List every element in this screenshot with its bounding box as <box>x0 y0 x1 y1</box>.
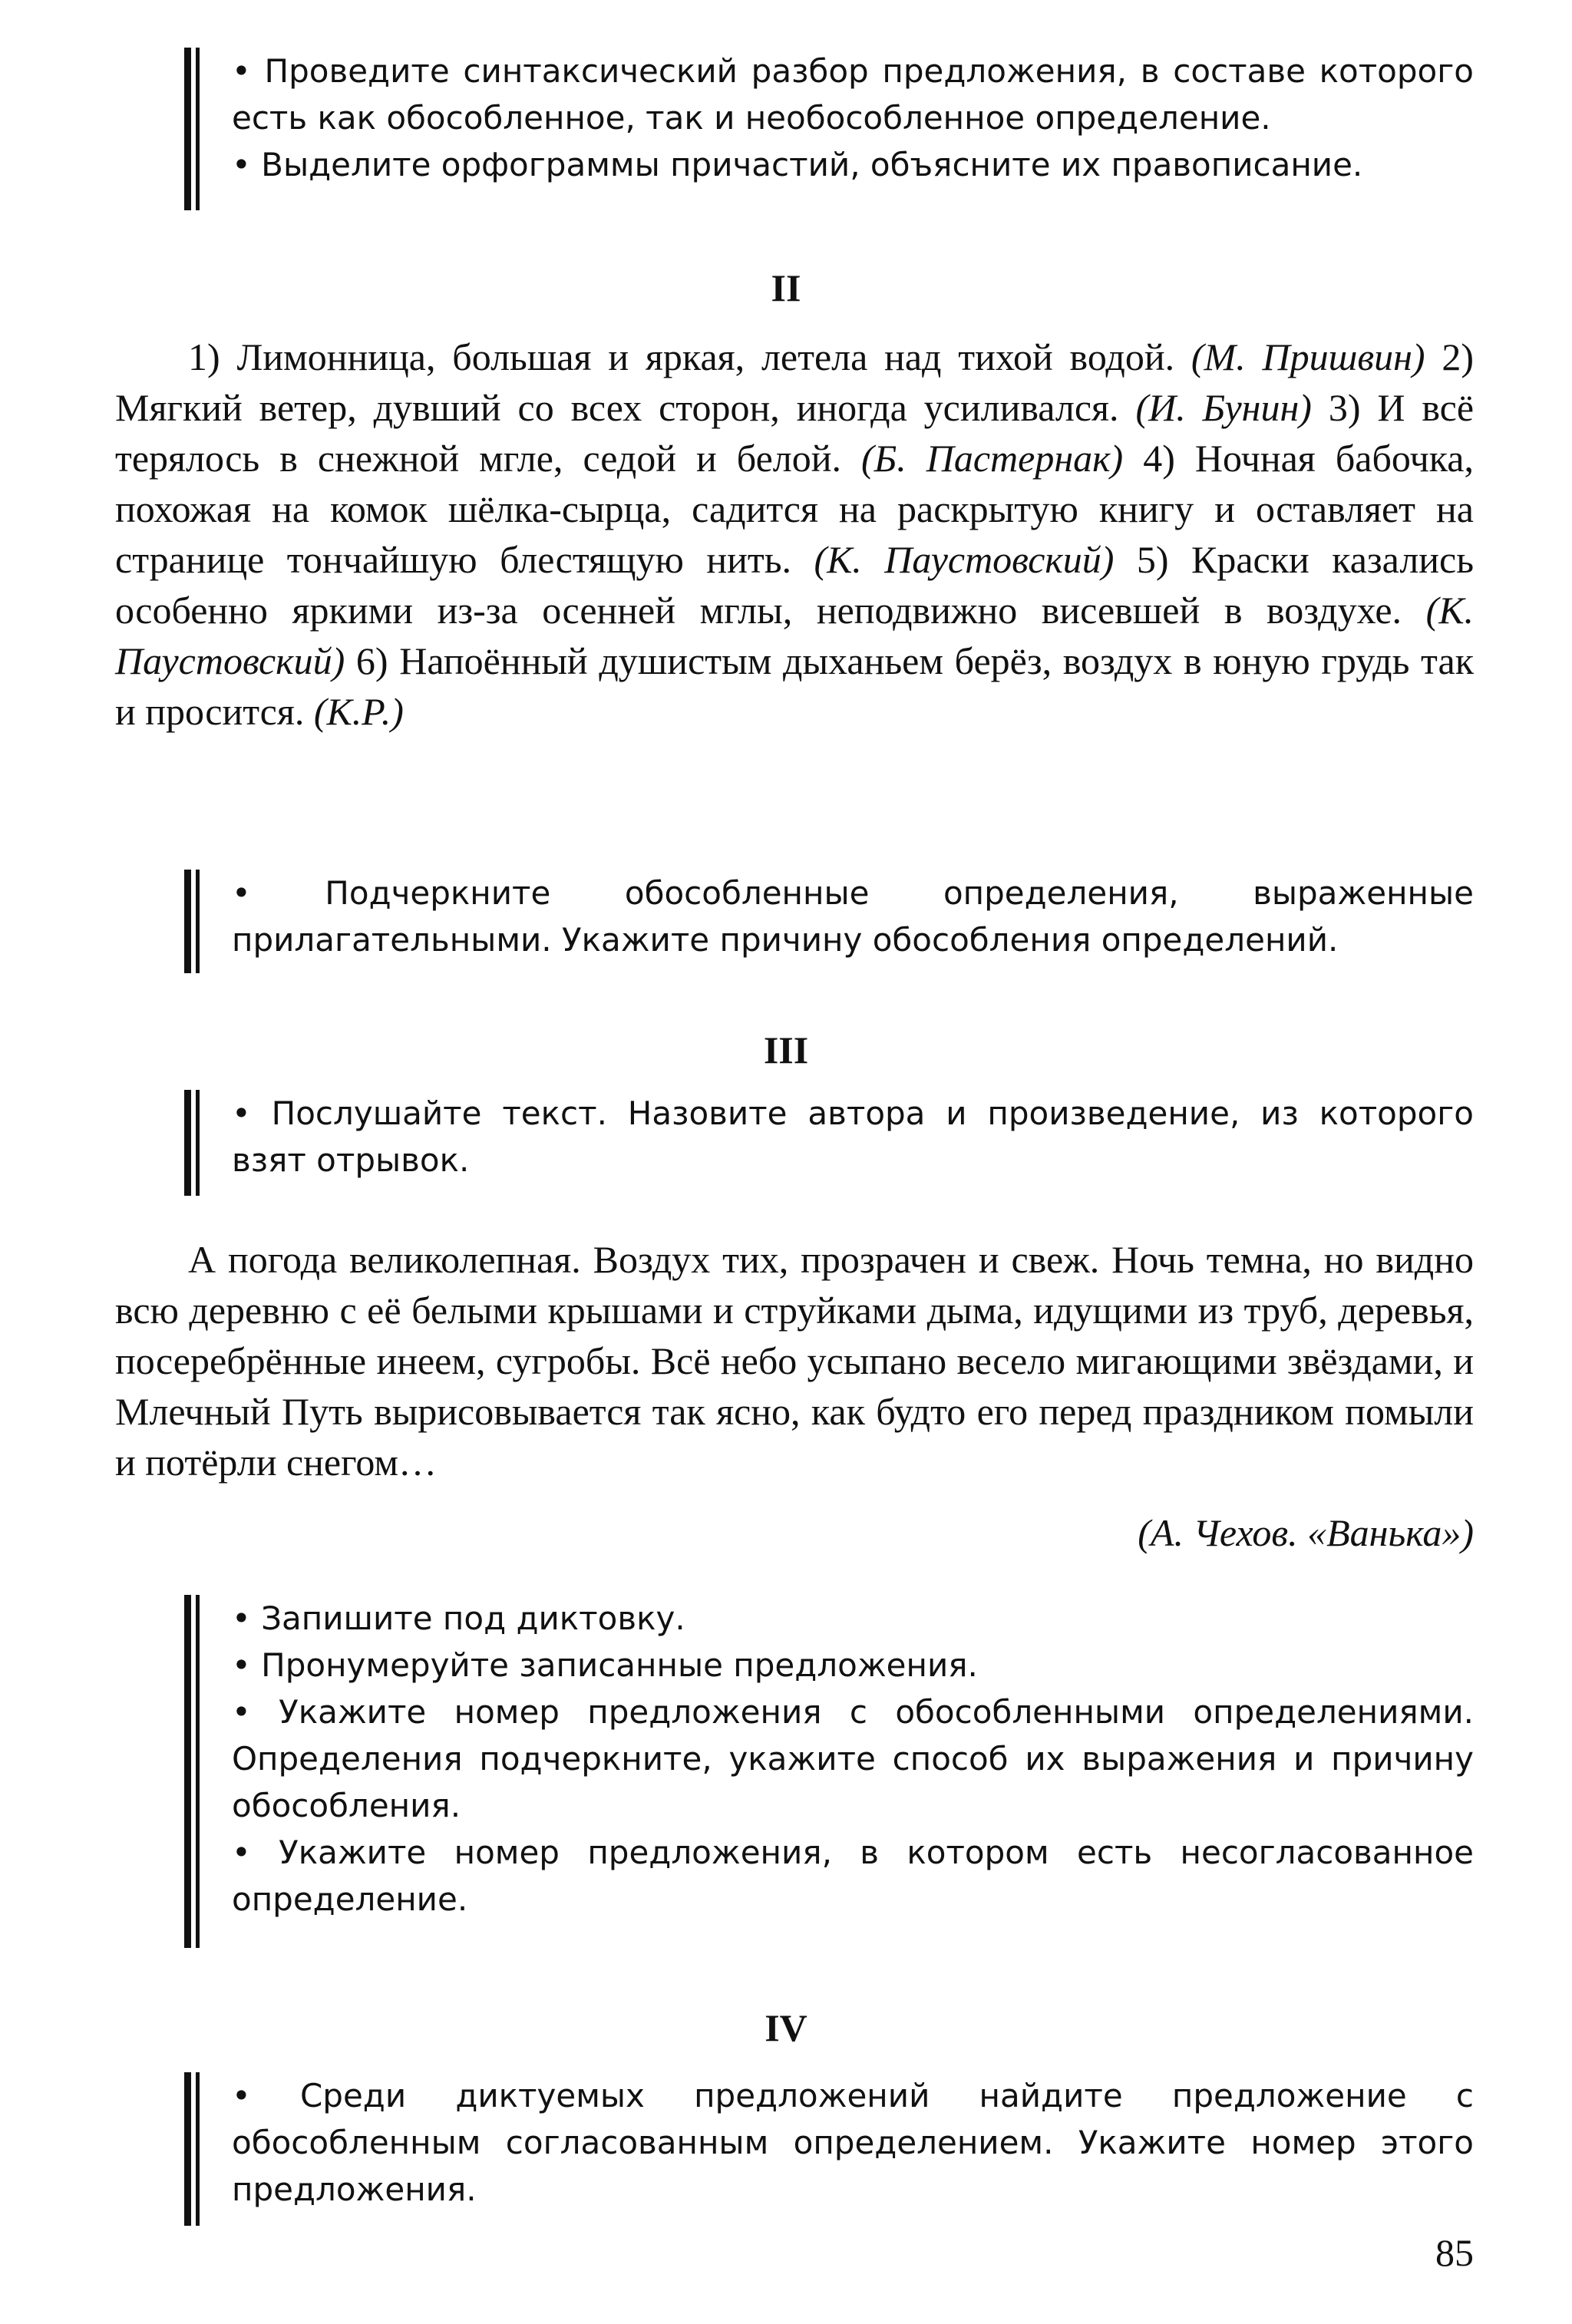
rule-bar <box>184 870 191 973</box>
task-item: • Выделите орфограммы причастий, объясните их правописание. <box>232 146 1363 183</box>
section-heading-4: IV <box>765 2006 807 2049</box>
sentence: 4) Ночная бабочка, похожая на комок шёлка-сырца, садится на раскрытую книгу и оставляет на странице тончайшую блестящую нить. <box>115 437 1474 581</box>
task-item: • Среди диктуемых предложений найдите предложение с обособленным согласованным определением. Укажите номер этого предложения. <box>232 2077 1474 2208</box>
task-block-1 <box>184 48 1474 210</box>
task-item: • Запишите под диктовку. <box>232 1599 685 1637</box>
sentence: 2) Мягкий ветер, дувший со всех сторон, иногда усиливался. <box>115 335 1474 429</box>
rule-bar <box>184 2072 191 2226</box>
rule-bar <box>184 1595 191 1948</box>
task-block-3 <box>184 1090 1474 1196</box>
rule-bar <box>184 1090 191 1196</box>
rule-bar <box>196 48 200 210</box>
page-number: 85 <box>1435 2231 1474 2274</box>
sentence: 1) Лимонница, большая и яркая, летела над тихой водой. <box>188 335 1175 378</box>
sentence-author: (К. Паустовский) <box>814 538 1115 581</box>
rule-bar <box>196 1090 200 1196</box>
task-item: • Укажите номер предложения, в котором есть несогласованное определение. <box>232 1834 1474 1918</box>
sentence-author: (К. Паустовский) <box>115 589 1475 682</box>
task-block-5 <box>184 2072 1474 2226</box>
rule-bar <box>196 1595 200 1948</box>
sentence: 5) Краски казались особенно яркими из-за осенней мглы, неподвижно висевшей в воздухе. <box>115 538 1475 632</box>
task-item: • Пронумеруйте записанные предложения. <box>232 1646 978 1684</box>
sentence-author: (К.Р.) <box>313 690 404 733</box>
rule-bar <box>184 48 191 210</box>
sentence: 3) И всё терялось в снежной мгле, седой и белой. <box>115 386 1475 480</box>
task-block-2 <box>184 870 1474 973</box>
task-item: • Проведите синтаксический разбор предложения, в составе которого есть как обособленное, так и необособленное определение. <box>232 52 1474 137</box>
sentence: 6) Напоённый душистым дыханьем берёз, воздух в юную грудь так и просится. <box>115 639 1474 733</box>
section-heading-2: II <box>771 266 801 309</box>
dictation-text: А погода великолепная. Воздух тих, прозрачен и свеж. Ночь темна, но видно всю деревню с её белыми крышами и струйками дыма, идущими из труб, деревья, посеребрённые инеем, сугробы. Всё небо усыпано весело мигающими звёздами, и Млечный Путь вырисовывается так ясно, как будто его перед праздником помыли и потёрли снегом… <box>115 1238 1474 1484</box>
task-item: • Подчеркните обособленные определения, выраженные прилагательными. Укажите причину обособления определений. <box>232 874 1474 959</box>
rule-bar <box>196 2072 200 2226</box>
rule-bar <box>196 870 200 973</box>
task-item: • Послушайте текст. Назовите автора и произведение, из которого взят отрывок. <box>232 1094 1474 1179</box>
sentence-author: (И. Бунин) <box>1135 386 1312 429</box>
task-block-4 <box>184 1595 1474 1948</box>
exercise-sentences <box>115 332 1474 737</box>
sentence-author: (М. Пришвин) <box>1191 335 1425 378</box>
task-item: • Укажите номер предложения с обособленными определениями. Определения подчеркните, укажите способ их выражения и причину обособления. <box>232 1693 1474 1824</box>
sentence-author: (Б. Пастернак) <box>861 437 1124 480</box>
text-attribution: (А. Чехов. «Ванька») <box>1138 1511 1474 1554</box>
section-heading-3: III <box>763 1028 809 1071</box>
